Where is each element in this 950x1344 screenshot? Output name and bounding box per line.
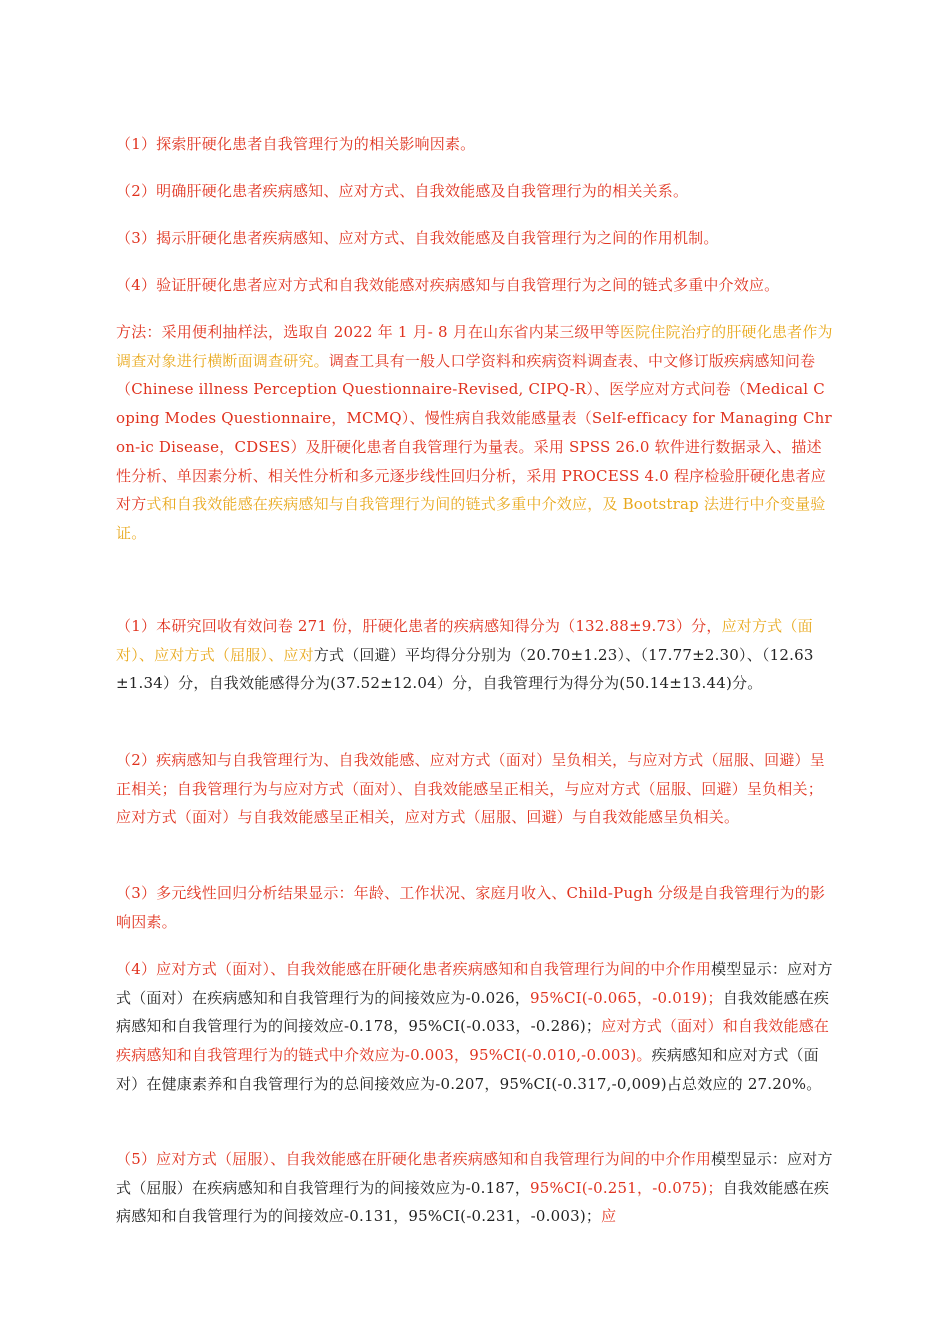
result-4-f: 疾病感知和应对方式（面对）在健康素养和自我管理行为的总间接效应为-0.207，95%CI(-0.317,-0,009)占总效应的 27.20%。 — [116, 1046, 822, 1093]
result-4-d: 自我效能感在疾病感知和自我管理行为的间接效应-0.178，95%CI(-0.033，-0.286)； — [116, 988, 830, 1036]
result-1 — [116, 612, 834, 698]
result-4 — [116, 955, 834, 1099]
result-5-e: 应 — [601, 1207, 617, 1226]
methods-s4: MCMQ）、慢性病自我效能感量表（Self-efficacy for Managing Chron-ic Disease， — [116, 409, 832, 456]
result-1-c: 方式（回避）平均得分分别为（20.70±1.23）、（17.77±2.30）、（12.63±1.34）分，自我效能感得分为(37.52±12.04）分，自我管理行为得分为(50.14±13.44)分。 — [116, 645, 814, 693]
result-4-c: 95%CI(-0.065，-0.019)； — [530, 988, 723, 1007]
objective-3: （3）揭示肝硬化患者疾病感知、应对方式、自我效能感及自我管理行为之间的作用机制。 — [116, 229, 719, 247]
result-5-a: （5）应对方式（屈服）、自我效能感在肝硬化患者疾病感知和自我管理行为间的中介作用 — [116, 1150, 712, 1168]
result-1-a: （1）本研究回收有效问卷 271 份，肝硬化患者的疾病感知得分为（132.88±9.73）分， — [116, 617, 722, 635]
methods-s5: CDSES）及肝硬化患者自我管理行为量表。采用 SPSS 26.0 软件进行数据录入、描述性分析、单因素分析、相关性分析和多元逐步线性回归分析，采用 PROCESS 4.0 程序检验肝硬化患者应对方 — [116, 437, 826, 514]
result-1-b: 应对方式（面对）、应对方式（屈服）、应对 — [116, 617, 813, 664]
methods-s3: 调查工具有一般人口学资料和疾病资料调查表、中文修订版疾病感知问卷（Chinese illness Perception Questionnaire-Revised, CIPQ-R）、医学应对方式问卷（Medical Coping Modes Questionnaire， — [116, 351, 825, 428]
methods-s1: 方法：采用便利抽样法，选取自 2022 年 1 月- 8 月在山东省内某三级甲等 — [116, 323, 620, 341]
result-3: （3）多元线性回归分析结果显示：年龄、工作状况、家庭月收入、Child-Pugh 分级是自我管理行为的影响因素。 — [116, 884, 826, 931]
objective-2: （2）明确肝硬化患者疾病感知、应对方式、自我效能感及自我管理行为的相关关系。 — [116, 182, 689, 200]
result-2: （2）疾病感知与自我管理行为、自我效能感、应对方式（面对）呈负相关，与应对方式（屈服、回避）呈正相关；自我管理行为与应对方式（面对）、自我效能感呈正相关，与应对方式（屈服、回避）呈负相关；应对方式（面对）与自我效能感呈正相关，应对方式（屈服、回避）与自我效能感呈负相关。 — [116, 751, 825, 827]
result-5 — [116, 1145, 834, 1231]
objective-4: （4）验证肝硬化患者应对方式和自我效能感对疾病感知与自我管理行为之间的链式多重中介效应。 — [116, 276, 780, 294]
result-4-a: （4）应对方式（面对）、自我效能感在肝硬化患者疾病感知和自我管理行为间的中介作用 — [116, 960, 712, 978]
result-4-e: 应对方式（面对）和自我效能感在疾病感知和自我管理行为的链式中介效应为-0.003，95%CI(-0.010,-0.003)。 — [116, 1017, 830, 1065]
result-5-c: 95%CI(-0.251，-0.075)； — [530, 1178, 723, 1197]
objective-1: （1）探索肝硬化患者自我管理行为的相关影响因素。 — [116, 135, 476, 153]
methods-s2: 医院住院治疗的肝硬化患者作为调查对象进行横断面调查研究。 — [116, 323, 833, 370]
result-5-b: 模型显示：应对方式（屈服）在疾病感知和自我管理行为的间接效应为-0.187， — [116, 1150, 833, 1197]
methods-paragraph — [116, 318, 834, 548]
methods-s6: 式和自我效能感在疾病感知与自我管理行为间的链式多重中介效应，及 Bootstrap 法进行中介变量验证。 — [116, 495, 826, 542]
result-5-d: 自我效能感在疾病感知和自我管理行为的间接效应-0.131，95%CI(-0.231，-0.003)； — [116, 1178, 830, 1226]
result-4-b: 模型显示：应对方式（面对）在疾病感知和自我管理行为的间接效应为-0.026， — [116, 960, 833, 1007]
